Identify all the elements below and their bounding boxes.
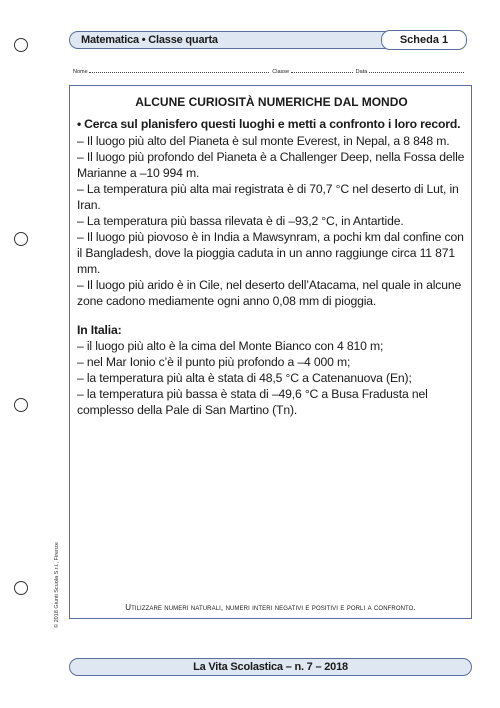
content-text — [77, 92, 466, 418]
binder-hole-1 — [14, 38, 28, 52]
italy-item: – la temperatura più alta è stata di 48,5 °C a Catenanuova (En); — [77, 371, 412, 385]
world-item: – Il luogo più alto del Pianeta è sul monte Everest, in Nepal, a 8 848 m. — [77, 134, 450, 148]
teacher-note: Utilizzare numeri naturali, numeri interi negativi e positivi e porli a confronto. — [125, 603, 416, 612]
italy-item: – il luogo più alto è la cima del Monte Bianco con 4 810 m; — [77, 339, 384, 353]
binder-hole-2 — [14, 232, 28, 246]
worksheet-number: Scheda 1 — [381, 30, 467, 50]
name-label: Nome — [73, 69, 88, 75]
world-item: – Il luogo più profondo del Pianeta è a Challenger Deep, nella Fossa delle Marianne a –10 994 m. — [77, 150, 465, 180]
content-box — [69, 85, 472, 619]
italy-item: – la temperatura più bassa è stata di –49,6 °C a Busa Fradusta nel complesso della Pale di San Martino (Tn). — [77, 387, 428, 417]
binder-hole-4 — [14, 581, 28, 595]
italy-item: – nel Mar Ionio c’è il punto più profondo a –4 000 m; — [77, 355, 351, 369]
name-field[interactable] — [89, 67, 269, 73]
world-item: – La temperatura più alta mai registrata è di 70,7 °C nel deserto di Lut, in Iran. — [77, 182, 459, 212]
copyright-text: © 2018 Giunti Scuola S.r.l., Firenze — [54, 542, 60, 628]
page-title: ALCUNE CURIOSITÀ NUMERICHE DAL MONDO — [135, 95, 408, 109]
date-label: Data — [355, 69, 368, 75]
student-info-row — [73, 67, 469, 75]
binder-hole-3 — [14, 398, 28, 412]
world-item: – Il luogo più piovoso è in India a Mawsynram, a pochi km dal confine con il Bangladesh, dove la pioggia caduta in un anno raggiunge circa 11 871 mm. — [77, 230, 464, 276]
date-field[interactable] — [369, 67, 464, 73]
bullet-icon: • — [77, 117, 82, 131]
instruction — [77, 116, 466, 132]
world-item: – La temperatura più bassa rilevata è di –93,2 °C, in Antartide. — [77, 214, 404, 228]
world-item: – Il luogo più arido è in Cile, nel deserto dell’Atacama, nel quale in alcune zone cadono mediamente ogni anno 0,08 mm di pioggia. — [77, 278, 462, 308]
italy-heading: In Italia: — [77, 323, 122, 337]
instruction-text: Cerca sul planisfero questi luoghi e metti a confronto i loro record. — [84, 117, 461, 131]
header-bar — [69, 31, 466, 49]
class-label: Classe — [272, 69, 290, 75]
subject-title: Matematica • Classe quarta — [81, 34, 218, 46]
class-field[interactable] — [291, 67, 353, 73]
footer-bar: La Vita Scolastica – n. 7 – 2018 — [69, 658, 472, 676]
